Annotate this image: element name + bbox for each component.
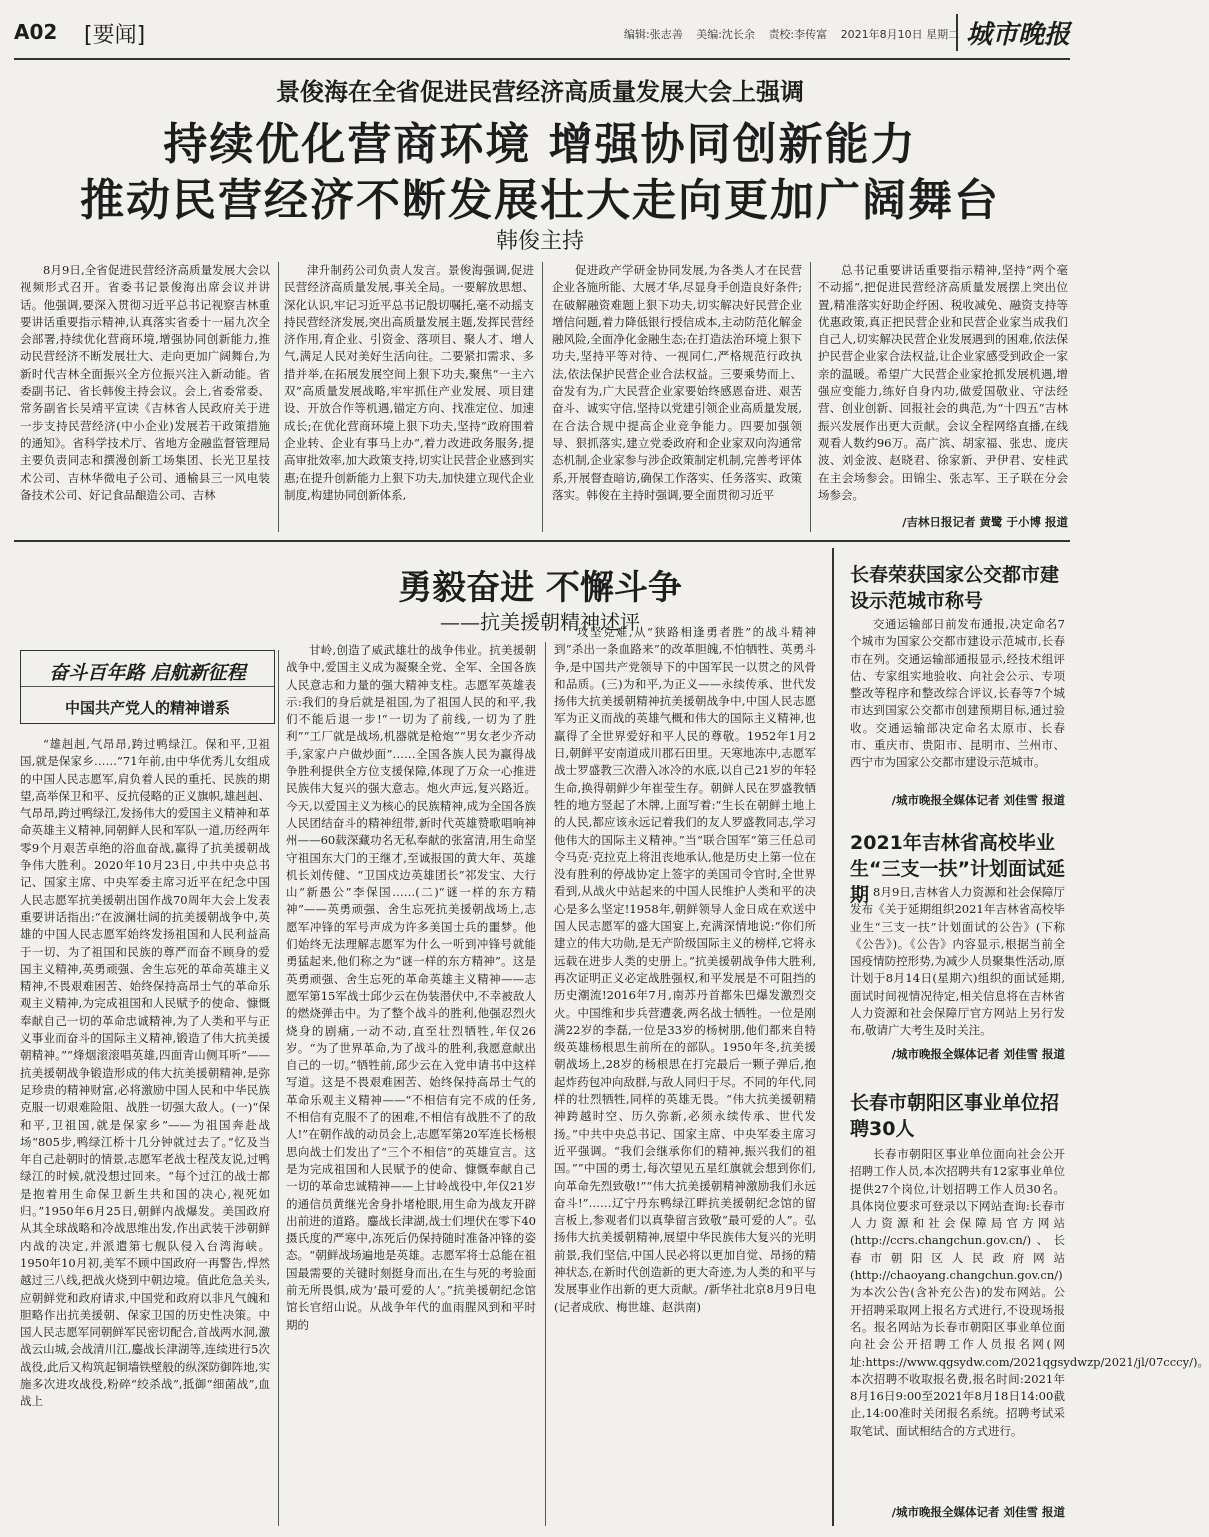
column-divider — [542, 262, 543, 532]
paper-logo: 城市晚报 — [956, 14, 1070, 51]
lead-column-4: 总书记重要讲话重要指示精神,坚持“两个毫不动摇”,把促进民营经济高质量发展摆上突出位置,精准落实好助企纾困、税收减免、融资支持等优惠政策,真正把民营企业和民营企业家当成我们自己人,切实解决民营企业发展遇到的困难,依法保护民营企业家合法权益,让企业家感受到政企一家亲的温暖。希望广大民营企业家抢抓发展机遇,增强应变能力,练好自身内功,做爱国敬业、守法经营、创业创新、回报社会的典范,为“十四五”吉林振兴发展作出更大贡献。会议全程网络直播,在线观看人数约96万。高广滨、胡家福、张忠、庞庆波、刘金波、赵晓君、徐家新、尹伊君、安桂武在主会场参会。田锦尘、张志军、王子联在分会场参会。 — [818, 263, 1068, 502]
masthead-meta — [624, 26, 969, 42]
issue-date: 2021年8月10日 星期二 — [840, 28, 960, 41]
feature-title: 勇毅奋进 不懈斗争 — [398, 568, 682, 608]
column-divider — [545, 642, 546, 1526]
column-divider — [810, 262, 811, 532]
series-box — [20, 650, 275, 724]
brief-2-credit: /城市晚报全媒体记者 刘佳雪 报道 — [891, 1047, 1065, 1061]
masthead — [14, 14, 1070, 60]
brief-3-credit: /城市晚报全媒体记者 刘佳雪 报道 — [891, 1505, 1065, 1519]
brief-2-body: 8月9日,吉林省人力资源和社会保障厅发布《关于延期组织2021年吉林省高校毕业生“三支一扶”计划面试的公告》(下称《公告》)。《公告》内容显示,根据当前全国疫情防控形势,为减少人员聚集性活动,原计划于8月14日(星期六)组织的面试延期,面试时间视情况待定,相关信息将在吉林省人力资源和社会保障厅官方网站上另行发布,敬请广大考生及时关注。 — [850, 885, 1065, 1038]
series-title: 奋斗百年路 启航新征程 — [21, 651, 274, 687]
column-divider — [278, 262, 279, 532]
sidebar-divider — [832, 548, 834, 1526]
brief-1-title: 长春荣获国家公交都市建设示范城市称号 — [850, 564, 1060, 612]
lead-column-1: 8月9日,全省促进民营经济高质量发展大会以视频形式召开。省委书记景俊海出席会议并讲话。他强调,要深入贯彻习近平总书记视察吉林重要讲话重要指示精神,认真落实省委十一届九次全会部署,持续优化营商环境,增强协同创新能力,推动民营经济不断发展壮大、走向更加广阔舞台,为新时代吉林全面振兴全方位振兴注入新动能。省委副书记、省长韩俊主持会议。会上,省委常委、常务副省长吴靖平宣读《吉林省人民政府关于进一步支持民营经济(中小企业)发展若干政策措施的通知》。省科学技术厅、省地方金融监督管理局主要负责同志和撰漫创新工场集团、长光卫星技术公司、吉林华微电子公司、通榆县三一风电装备技术公司、好记食品酿造公司、吉林 — [20, 263, 270, 502]
brief-2-title: 2021年吉林省高校毕业生“三支一扶”计划面试延期 — [850, 832, 1065, 906]
lead-subhead: 韩俊主持 — [495, 229, 584, 254]
feature-column-3: 攻坚克难,从“狭路相逢勇者胜”的战斗精神到“杀出一条血路来”的改革胆魄,不怕牺牲、英勇斗争,是中国共产党领导下的中国军民一以贯之的风骨和品质。(三)为和平,为正义——永续传承、世代发扬伟大抗美援朝精神抗美援朝战争中,中国人民志愿军为正义而战的英雄气概和伟大的国际主义精神,也赢得了全世界爱好和平人民的尊敬。1952年1月2日,朝鲜平安南道成川郡石田里。天寒地冻中,志愿军战士罗盛教三次潜入冰冷的水底,以自己21岁的年轻生命,换得朝鲜少年崔莹生存。朝鲜人民在罗盛教牺牲的地方竖起了木牌,上面写着:“生长在朝鲜土地上的人民,都应该永远记着我们的友人罗盛教同志,学习他伟大的国际主义精神。”当“联合国军”第三任总司令马克·克拉克上将沮丧地承认,他是历史上第一位在没有胜利的停战协定上签字的美国司令官时,全世界看到,从战火中站起来的中国人民维护人类和平的决心是多么坚定!1958年,朝鲜领导人金日成在欢送中国人民志愿军的盛大国宴上,充满深情地说:“你们所建立的伟大功勋,是无产阶级国际主义的榜样,它将永远载在进步人类的史册上。”抗美援朝战争伟大胜利,再次证明正义必定战胜强权,和平发展是不可阻挡的历史潮流!2016年7月,南苏丹首都朱巴爆发激烈交火。中国维和步兵营遭袭,两名战士牺牲。一位是刚满22岁的李磊,一位是33岁的杨树朋,他们都来自特级英雄杨根思生前所在的部队。1950年冬,抗美援朝战场上,28岁的杨根思在打完最后一颗子弹后,抱起炸药包冲向敌群,与敌人同归于尽。不同的年代,同样的壮烈牺牲,同样的英雄无畏。“伟大抗美援朝精神跨越时空、历久弥新,必须永续传承、世代发扬。”中共中央总书记、国家主席、中央军委主席习近平强调。“我们会继承你们的精神,振兴我们的祖国。”“中国的勇士,每次望见五星红旗就会想到你们,向革命先烈致敬!”“伟大抗美援朝精神激励我们永远奋斗!”……辽宁丹东鸭绿江畔抗美援朝纪念馆的留言板上,参观者们以真挚留言致敬“最可爱的人”。弘扬伟大抗美援朝精神,展望中华民族伟大复兴的光明前景,我们坚信,中国人民必将以更加自觉、昂扬的精神状态,在新时代创造新的更大奇迹,为人类的和平与发展事业作出新的更大贡献。/新华社北京8月9日电(记者成欣、梅世雄、赵洪南) — [554, 625, 816, 1314]
brief-3-body: 长春市朝阳区事业单位面向社会公开招聘工作人员,本次招聘共有12家事业单位提供27个岗位,计划招聘工作人员30名。具体岗位要求可登录以下网站查询:长春市人力资源和社会保障局官方网站(http://ccrs.changchun.gov.cn/)、长春市朝阳区人民政府网站(http://chaoyang.changchun.gov.cn/)为本次公告(含补充公告)的发布网站。公开招聘采取网上报名方式进行,不设现场报名。报名网站为长春市朝阳区事业单位面向社会公开招聘工作人员报名网(网址:https://www.qgsydw.com/2021qgsydwzp/2021/jl/07cccy/)。本次招聘不收取报名费,报名时间:2021年8月16日9:00至2021年8月18日14:00截止,14:00准时关闭报名系统。招聘考试采取笔试、面试相结合的方式进行。 — [850, 1147, 1209, 1438]
lead-column-2: 津升制药公司负责人发言。景俊海强调,促进民营经济高质量发展,事关全局。一要解放思想、深化认识,牢记习近平总书记殷切嘱托,毫不动摇支持民营经济发展,突出高质量发展主题,发挥民营经济作用,育企业、引资金、落项目、聚人才、增人气,满足人民对美好生活向往。二要紧扣需求、多措并举,在拓展发展空间上狠下功夫,聚焦“一主六双”高质量发展战略,牢牢抓住产业发展、项目建设、开放合作等机遇,锚定方向、找准定位、加速成长;在优化营商环境上狠下功夫,坚持“政府围着企业转、企业有事马上办”,着力改进政务服务,提高审批效率,加大政策支持,切实让民营企业感到实惠;在提升创新能力上狠下功夫,加快建立现代企业制度,构建协同创新体系, — [284, 263, 534, 502]
lead-headline-2: 推动民营经济不断发展壮大走向更加广阔舞台 — [80, 175, 1000, 226]
lead-headline-1: 持续优化营商环境 增强协同创新能力 — [163, 119, 917, 170]
editor-credit: 编辑:张志善 — [624, 28, 683, 41]
series-subtitle: 中国共产党人的精神谱系 — [64, 699, 230, 717]
column-divider — [278, 650, 279, 1526]
designer-credit: 美编:沈长余 — [696, 28, 755, 41]
lead-credit: /吉林日报记者 黄鹭 于小博 报道 — [902, 515, 1068, 529]
lead-kicker: 景俊海在全省促进民营经济高质量发展大会上强调 — [276, 78, 804, 106]
proofreader-credit: 责校:李传富 — [768, 28, 828, 41]
section-label: [要闻] — [84, 23, 146, 48]
feature-column-1: “雄赳赳,气昂昂,跨过鸭绿江。保和平,卫祖国,就是保家乡……”71年前,由中华优秀儿女组成的中国人民志愿军,肩负着人民的重托、民族的期望,高举保卫和平、反抗侵略的正义旗帜,雄赳赳、气昂昂,跨过鸭绿江,发扬伟大的爱国主义精神和革命英雄主义精神,同朝鲜人民和军队一道,历经两年零9个月艰苦卓绝的浴血奋战,赢得了抗美援朝战争伟大胜利。2020年10月23日,中共中央总书记、国家主席、中央军委主席习近平在纪念中国人民志愿军抗美援朝出国作战70周年大会上发表重要讲话指出:“在波澜壮阔的抗美援朝战争中,英雄的中国人民志愿军始终发扬祖国和人民利益高于一切、为了祖国和民族的尊严而奋不顾身的爱国主义精神,英勇顽强、舍生忘死的革命英雄主义精神,不畏艰难困苦、始终保持高昂士气的革命乐观主义精神,为完成祖国和人民赋予的使命、慷慨奉献自己一切的革命忠诚精神,为了人类和平与正义事业而奋斗的国际主义精神,锻造了伟大抗美援朝精神。”“烽烟滚滚唱英雄,四面青山侧耳听”——抗美援朝战争锻造形成的伟大抗美援朝精神,是弥足珍贵的精神财富,必将激励中国人民和中华民族克服一切艰难险阻、战胜一切强大敌人。(一)“保和平,卫祖国,就是保家乡”——为祖国奔赴战场“805步,鸭绿江桥十几分钟就过去了。”忆及当年自己赴朝时的情景,志愿军老战士程茂友说,过鸭绿江的时候,就没想过回来。“每个过江的战士都是抱着用生命保卫新生共和国的决心,视死如归。”1950年6月25日,朝鲜内战爆发。美国政府从其全球战略和冷战思维出发,作出武装干涉朝鲜内战的决定,并派遣第七舰队侵入台湾海峡。1950年10月初,美军不顾中国政府一再警告,悍然越过三八线,把战火烧到中朝边境。值此危急关头,应朝鲜党和政府请求,中国党和政府以非凡气魄和胆略作出抗美援朝、保家卫国的历史性决策。中国人民志愿军同朝鲜军民密切配合,首战两水洞,激战云山城,会战清川江,鏖战长津湖等,连续进行5次战役,此后又构筑起铜墙铁壁般的纵深防御阵地,实施多次进攻战役,粉碎“绞杀战”,抵御“细菌战”,血战上 — [20, 737, 270, 1409]
feature-subtitle: ——抗美援朝精神述评 — [440, 610, 640, 634]
feature-column-2: 甘岭,创造了威武雄壮的战争伟业。抗美援朝战争中,爱国主义成为凝聚全党、全军、全国各族人民意志和力量的强大精神支柱。志愿军英雄表示:我们的身后就是祖国,为了祖国人民的和平,我们不能后退一步!“一切为了前线,一切为了胜利”“工厂就是战场,机器就是枪炮”“男女老少齐动手,家家户户做炒面”……全国各族人民为赢得战争胜利提供全方位支援保障,体现了万众一心推进民族伟大复兴的强大意志。炮火声远,复兴路近。今天,以爱国主义为核心的民族精神,成为全国各族人民团结奋斗的精神纽带,新时代英雄赞歌唱响神州——60载深藏功名无私奉献的张富清,用生命坚守祖国东大门的王继才,至诚报国的黄大年、英雄机长刘传健、“卫国戍边英雄团长”祁发宝、大行山“新愚公”李保国……(二)“谜一样的东方精神”——英勇顽强、舍生忘死抗美援朝战场上,志愿军冲锋的军号声成为许多美国士兵的噩梦。他们始终无法理解志愿军为什么一听到冲锋号就能勇猛起来,他们称之为“谜一样的东方精神”。这是英勇顽强、舍生忘死的革命英雄主义精神——志愿军第15军战士邱少云在伪装潜伏中,不幸被敌人的燃烧弹击中。为了整个战斗的胜利,他强忍烈火烧身的剧痛,一动不动,直至壮烈牺牲,年仅26岁。“为了世界革命,为了战斗的胜利,我愿意献出自己的一切。”牺牲前,邱少云在入党申请书中这样写道。这是不畏艰难困苦、始终保持高昂士气的革命乐观主义精神——“不相信有完不成的任务,不相信有克服不了的困难,不相信有战胜不了的敌人!”在朝作战的动员会上,志愿军第20军连长杨根思向战士们发出了“三个不相信”的英雄宣言。这是为完成祖国和人民赋予的使命、慷慨奉献自己一切的革命忠诚精神——上甘岭战役中,年仅21岁的通信员黄继光舍身扑堵枪眼,用生命为战友开辟出前进的道路。鏖战长津湖,战士们埋伏在零下40摄氏度的严寒中,冻死后仍保持随时准备冲锋的姿态。“朝鲜战场遍地是英雄。志愿军将士总能在祖国最需要的关键时刻挺身而出,在生与死的考验面前无所畏惧,成为‘最可爱的人’。”抗美援朝纪念馆馆长官绍山说。从战争年代的血雨腥风到和平时期的 — [286, 643, 536, 1332]
brief-3-title: 长春市朝阳区事业单位招聘30人 — [850, 1092, 1060, 1140]
section-divider — [14, 540, 1070, 542]
page-number: A02 — [14, 20, 58, 44]
brief-1-body: 交通运输部日前发布通报,决定命名7个城市为国家公交都市建设示范城市,长春市在列。交通运输部通报显示,经技术组评估、专家组实地验收、向社会公示、专项整改等程序和整改综合评议,长春等7个城市达到国家公交都市创建预期目标,通过验收。交通运输部决定命名太原市、长春市、重庆市、贵阳市、昆明市、兰州市、西宁市为国家公交都市建设示范城市。 — [850, 617, 1065, 770]
brief-1-credit: /城市晚报全媒体记者 刘佳雪 报道 — [891, 793, 1065, 807]
lead-column-3: 促进政产学研金协同发展,为各类人才在民营企业各施所能、大展才华,尽显身手创造良好条件;在破解融资难题上狠下功夫,切实解决好民营企业增信问题,着力降低银行授信成本,主动防范化解金融风险,全面净化金融生态;在打造法治环境上狠下功夫,坚持平等对待、一视同仁,严格规范行政执法,依法保护民营企业合法权益。三要乘势而上、奋发有为,广大民营企业家要始终感恩奋进、艰苦奋斗、诚实守信,坚持以党建引领企业高质量发展,在合法合规中提高企业竞争能力。四要加强领导、狠抓落实,建立党委政府和企业家双向沟通常态机制,企业家参与涉企政策制定机制,完善考评体系,开展督查暗访,确保工作落实、任务落实、政策落实。韩俊在主持时强调,要全面贯彻习近平 — [552, 263, 802, 502]
